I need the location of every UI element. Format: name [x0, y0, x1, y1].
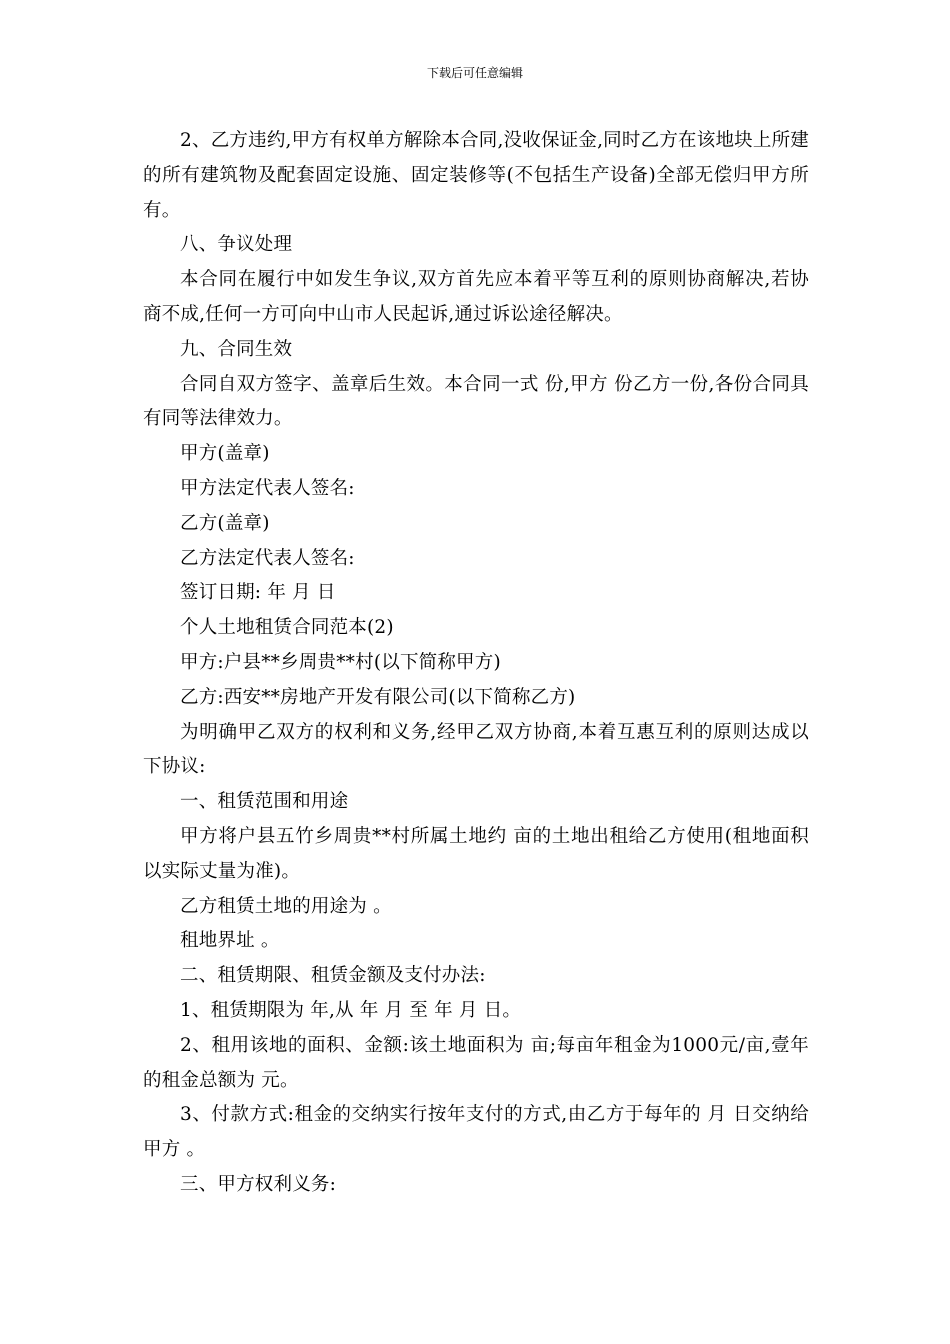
contract-title: 个人土地租赁合同范本(2): [180, 617, 394, 639]
paragraph-scope: 甲方将户县五竹乡周贵**村所属土地约 亩的土地出租给乙方使用(租地面积以实际丈量为准)。: [143, 825, 809, 882]
paragraph-usage: 乙方租赁土地的用途为 。: [180, 895, 392, 917]
party-b-signature-line: 乙方法定代表人签名:: [180, 547, 355, 569]
document-body: [143, 124, 809, 1203]
paragraph-breach-clause: 2、乙方违约,甲方有权单方解除本合同,没收保证金,同时乙方在该地块上所建的所有建筑物及配套固定设施、固定装修等(不包括生产设备)全部无偿归甲方所有。: [143, 130, 809, 221]
party-a-line: 甲方:户县**乡周贵**村(以下简称甲方): [180, 651, 501, 673]
paragraph-payment: 3、付款方式:租金的交纳实行按年支付的方式,由乙方于每年的 月 日交纳给甲方 。: [143, 1104, 809, 1161]
section-heading-party-a-rights: 三、甲方权利义务:: [180, 1173, 337, 1195]
party-b-seal-line: 乙方(盖章): [180, 512, 270, 534]
paragraph-preamble: 为明确甲乙双方的权利和义务,经甲乙双方协商,本着互惠互利的原则达成以下协议:: [143, 721, 809, 778]
party-a-signature-line: 甲方法定代表人签名:: [180, 477, 355, 499]
paragraph-dispute: 本合同在履行中如发生争议,双方首先应本着平等互利的原则协商解决,若协商不成,任何一方可向中山市人民起诉,通过诉讼途径解决。: [143, 269, 809, 325]
section-heading-scope: 一、租赁范围和用途: [180, 791, 349, 813]
paragraph-area-amount: 2、租用该地的面积、金额:该土地面积为 亩;每亩年租金为1000元/亩,壹年的租金总额为 元。: [143, 1034, 809, 1091]
section-heading-dispute: 八、争议处理: [180, 234, 293, 256]
page-header: 下载后可任意编辑: [426, 66, 523, 80]
paragraph-effect: 合同自双方签字、盖章后生效。本合同一式 份,甲方 份乙方一份,各份合同具有同等法律效力。: [143, 373, 809, 430]
signing-date-line: 签订日期: 年 月 日: [180, 582, 336, 604]
section-heading-effect: 九、合同生效: [180, 338, 293, 360]
paragraph-term: 1、租赁期限为 年,从 年 月 至 年 月 日。: [180, 999, 522, 1021]
paragraph-boundary: 租地界址 。: [180, 930, 280, 952]
party-a-seal-line: 甲方(盖章): [180, 443, 270, 465]
section-heading-term: 二、租赁期限、租赁金额及支付办法:: [180, 965, 486, 987]
party-b-line: 乙方:西安**房地产开发有限公司(以下简称乙方): [180, 686, 576, 708]
